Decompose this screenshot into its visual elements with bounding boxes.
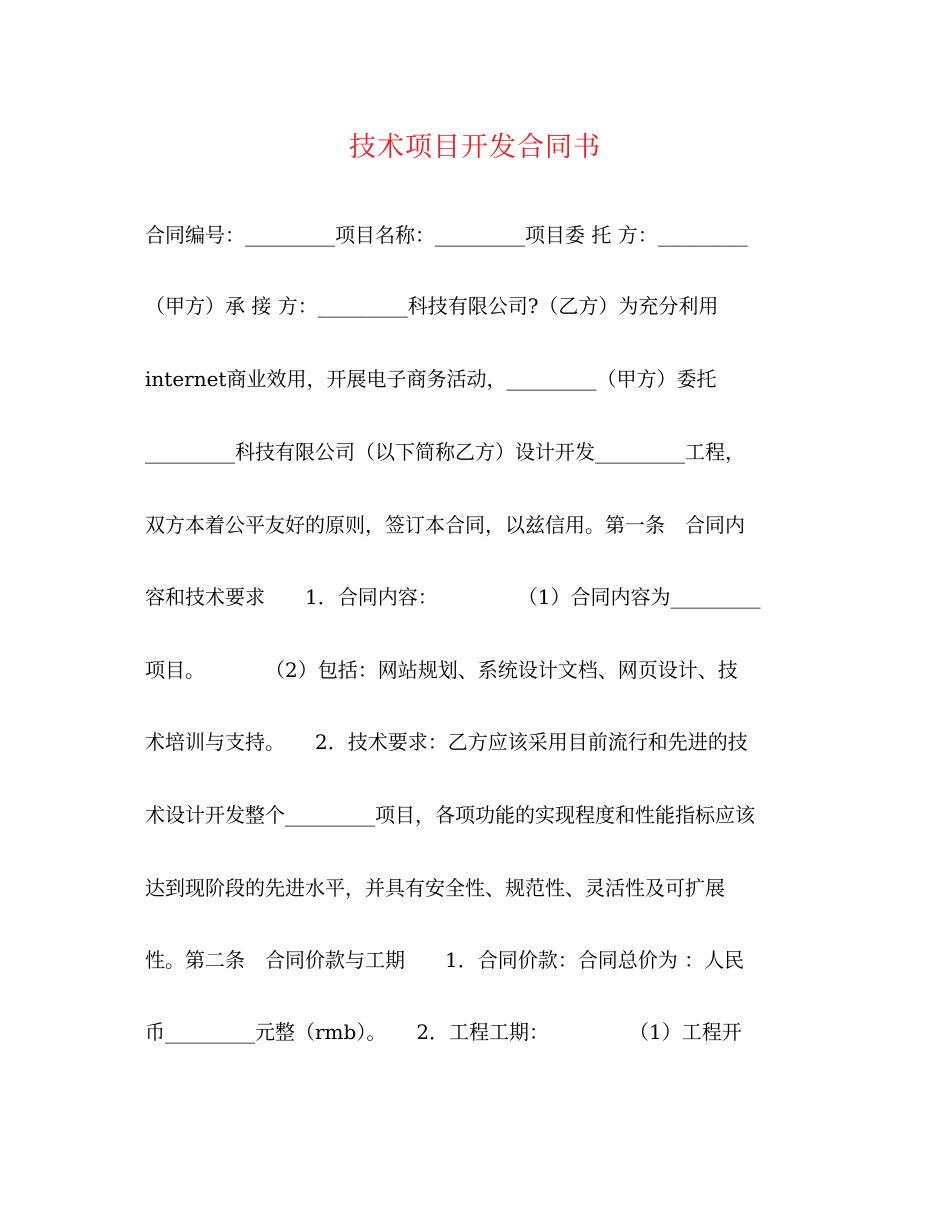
document-title: 技术项目开发合同书	[349, 132, 601, 163]
body-line-7: 项目。 （2）包括：网站规划、系统设计文档、网页设计、技	[145, 658, 738, 682]
body-line-2: （甲方）承 接 方：_________科技有限公司?（乙方）为充分利用	[145, 294, 719, 318]
body-line-9: 术设计开发整个_________项目，各项功能的实现程度和性能指标应该	[145, 803, 755, 827]
body-line-12: 币_________元整（rmb）。 2．工程工期： （1）工程开	[145, 1020, 742, 1044]
body-line-1: 合同编号：_________项目名称：_________项目委 托 方：_________	[145, 223, 748, 247]
body-line-8: 术培训与支持。 2．技术要求：乙方应该采用目前流行和先进的技	[145, 730, 748, 754]
body-line-10: 达到现阶段的先进水平，并具有安全性、规范性、灵活性及可扩展	[145, 876, 725, 900]
body-line-5: 双方本着公平友好的原则，签订本合同，以兹信用。第一条 合同内	[145, 513, 745, 537]
body-line-11: 性。第二条 合同价款与工期 1．合同价款：合同总价为 ：人民	[145, 948, 745, 972]
body-line-6: 容和技术要求 1．合同内容： （1）合同内容为_________	[145, 585, 761, 609]
body-line-4: _________科技有限公司（以下简称乙方）设计开发_________工程，	[145, 440, 745, 464]
body-line-3: internet商业效用，开展电子商务活动，_________（甲方）委托	[145, 367, 717, 391]
